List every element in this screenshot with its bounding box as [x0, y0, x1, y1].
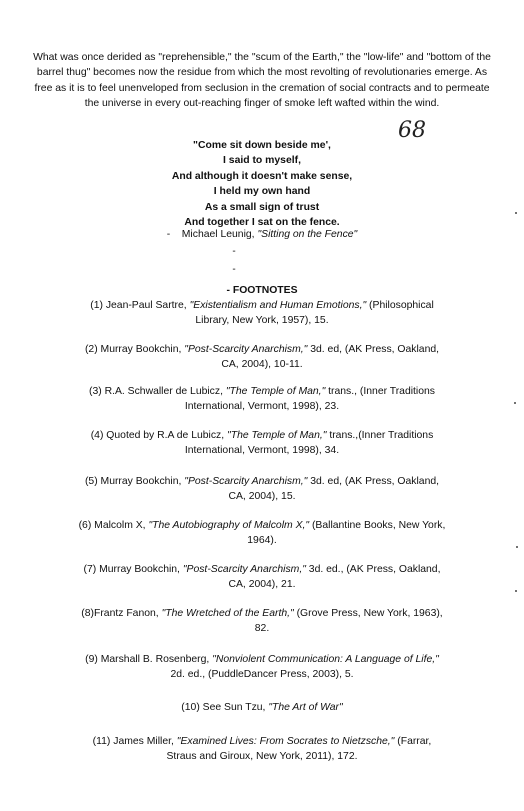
footnote-text: (6) Malcolm X, — [78, 520, 149, 531]
footnote-text: 3d. ed, (AK Press, Oakland, CA, 2004), 15. — [228, 476, 440, 503]
footnote-title: "Post-Scarcity Anarchism," — [184, 344, 308, 355]
footnote-text: trans., (Inner Traditions International, Vermont, 1998), 23. — [184, 386, 435, 413]
attribution-author: Michael Leunig, — [181, 229, 255, 240]
footnote-text: (4) Quoted by R.A de Lubicz, — [90, 430, 228, 441]
footnote-2 — [78, 342, 446, 373]
separator-dash: - — [232, 246, 236, 257]
poem-line: And although it doesn't make sense, — [171, 170, 353, 182]
poem-line: As a small sign of trust — [204, 201, 320, 213]
footnote-title: "The Art of War" — [268, 702, 343, 713]
footnote-title: "Post-Scarcity Anarchism," — [184, 476, 308, 487]
footnote-title: "The Autobiography of Malcolm X," — [148, 520, 310, 531]
footnote-title: "The Temple of Man," — [227, 430, 327, 441]
footnote-text: (7) Murray Bookchin, — [83, 564, 183, 575]
footnote-title: "The Temple of Man," — [225, 386, 326, 397]
footnote-5 — [78, 474, 446, 505]
poem-line: I said to myself, — [223, 155, 301, 167]
scan-speck — [516, 546, 518, 548]
footnote-title: "Post-Scarcity Anarchism," — [182, 564, 306, 575]
attribution-title: "Sitting on the Fence" — [257, 229, 358, 240]
footnote-title: "Existentialism and Human Emotions," — [189, 300, 367, 311]
footnote-text: (5) Murray Bookchin, — [84, 476, 185, 487]
footnotes-heading: - FOOTNOTES — [226, 285, 298, 296]
scan-speck — [515, 590, 517, 592]
footnote-1 — [78, 298, 446, 329]
poem-attribution — [100, 228, 424, 242]
footnote-10 — [78, 700, 446, 715]
footnote-text: (Philosophical Library, New York, 1957), 15. — [195, 300, 434, 327]
footnote-9 — [78, 652, 446, 683]
intro-paragraph: What was once derided as "reprehensible," the "scum of the Earth," the "low-life" and "bottom of the barrel thug" becomes now the residue from which the most revolting of revolutionaries emerge. As free as it is to feel unenveloped from seclusion in the cremation of social contracts and to permeate the universe in every out-reaching finger of smoke left wafted within the wind. — [33, 52, 491, 110]
footnote-text: 2d. ed., (PuddleDancer Press, 2003), 5. — [170, 669, 354, 681]
footnote-title: "Examined Lives: From Socrates to Nietzsche," — [176, 736, 395, 747]
attribution-dash: - — [166, 229, 171, 240]
footnote-text: (10) See Sun Tzu, — [181, 702, 269, 713]
poem-line: And together I sat on the fence. — [184, 217, 340, 229]
footnote-text: (Grove Press, New York, 1963), 82. — [254, 608, 443, 635]
scan-speck — [514, 402, 516, 404]
footnote-6 — [78, 518, 446, 549]
footnote-text: 3d. ed., (AK Press, Oakland, CA, 2004), 21. — [228, 564, 441, 591]
footnote-text: (Ballantine Books, New York, 1964). — [247, 520, 446, 547]
footnote-text: (Farrar, Straus and Giroux, New York, 2011), 172. — [166, 736, 432, 763]
footnote-8 — [78, 606, 446, 637]
footnote-text: (2) Murray Bookchin, — [84, 344, 185, 355]
footnote-text: (1) Jean-Paul Sartre, — [90, 300, 190, 311]
footnote-text: (9) Marshall B. Rosenberg, — [85, 654, 213, 665]
handwritten-page-number: 68 — [398, 118, 426, 143]
poem-block — [100, 138, 424, 230]
poem-line: "Come sit down beside me', — [193, 140, 331, 151]
poem-line: I held my own hand — [213, 186, 311, 198]
footnote-text: (8)Frantz Fanon, — [81, 608, 162, 619]
footnote-text: (11) James Miller, — [92, 736, 177, 747]
footnote-title: "Nonviolent Communication: A Language of Life," — [212, 654, 439, 665]
footnote-7 — [78, 562, 446, 593]
footnote-text: trans.,(Inner Traditions International, Vermont, 1998), 34. — [184, 430, 434, 457]
footnote-text: 3d. ed, (AK Press, Oakland, CA, 2004), 10-11. — [221, 344, 440, 371]
footnote-title: "The Wretched of the Earth," — [161, 608, 294, 619]
separator-dash: - — [232, 264, 236, 275]
footnote-text: (3) R.A. Schwaller de Lubicz, — [88, 386, 226, 397]
footnote-3 — [78, 384, 446, 415]
scan-speck — [515, 212, 517, 214]
footnote-11 — [78, 734, 446, 765]
footnote-4 — [78, 428, 446, 459]
